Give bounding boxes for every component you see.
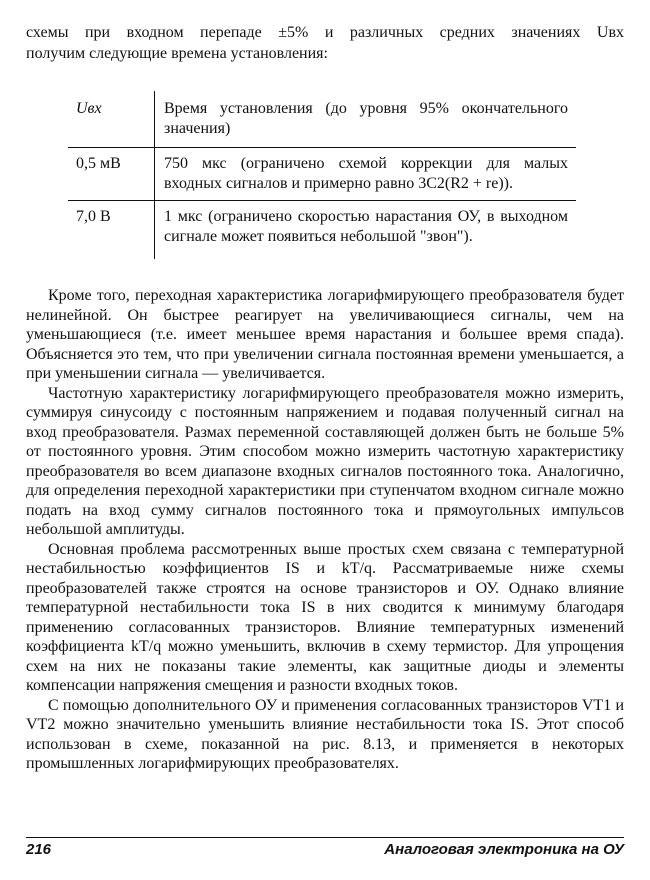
table-row (68, 148, 576, 201)
row-settling-time: 750 мкс (ограничено схемой коррекции для малых входных сигналов и примерно равно 3C2(R2 + re)). (155, 148, 577, 201)
row-input-value: 7,0 В (68, 201, 155, 260)
intro-line-1: схемы при входном перепаде ±5% и различных средних значениях Uвх (26, 24, 624, 41)
body-text (26, 286, 624, 774)
page-number: 216 (26, 841, 52, 858)
paragraph-matched-transistors: С помощью дополнительного ОУ и применения согласованных транзисторов VT1 и VT2 можно значительно уменьшить влияние нестабильности тока IS. Этот способ использован в схеме, показанной на рис. 8.13, и применяется в некоторых промышленных логарифмирующих преобразователях. (26, 696, 624, 772)
header-input-voltage: Uвх (68, 91, 155, 148)
header-settling-time: Время установления (до уровня 95% окончательного значения) (155, 91, 577, 148)
row-input-value: 0,5 мВ (68, 148, 155, 201)
paragraph-transient-response: Кроме того, переходная характеристика логарифмирующего преобразователя будет нелинейной. Он быстрее реагирует на увеличивающиеся сигналы, чем на уменьшающиеся (т.е. имеет меньшее время нарастания и большее время спада). Объясняется это тем, что при увеличении сигнала постоянная времени уменьшается, а при уменьшении сигнала — увеличивается. (26, 287, 624, 382)
paragraph-temperature-instability: Основная проблема рассмотренных выше простых схем связана с температурной нестабильностью коэффициентов IS и kT/q. Рассматриваемые ниже схемы преобразователей также строятся на основе транзисторов и ОУ. Однако влияние температурной нестабильности тока IS в них сводится к минимуму благодаря применению согласованных транзисторов. Влияние температурных изменений коэффициента kT/q можно уменьшить, включив в схему термистор. Для упрощения схем на них не показаны такие элементы, как защитные диоды и элементы компенсации напряжения смещения и разности входных токов. (26, 540, 624, 694)
table-header-row (68, 91, 576, 148)
intro-text (26, 22, 624, 64)
running-title: Аналоговая электроника на ОУ (384, 841, 624, 858)
row-settling-time: 1 мкс (ограничено скоростью нарастания ОУ, в выходном сигнале может появиться небольшой "звон"). (164, 208, 568, 245)
table-row (68, 201, 576, 260)
settling-time-table (68, 91, 576, 259)
paragraph-frequency-response: Частотную характеристику логарифмирующего преобразователя можно измерить, суммируя синусоиду с постоянным напряжением и подавая полученный сигнал на вход преобразователя. Размах переменной составляющей должен быть не больше 5% от постоянного уровня. Этим способом можно измерить частотную характеристику преобразователя во всем диапазоне входных сигналов постоянного тока. Аналогично, для определения переходной характеристики при ступенчатом входном сигнале можно подать на вход сумму сигналов постоянного тока и прямоугольных импульсов небольшой амплитуды. (26, 384, 624, 538)
footer-divider (26, 837, 624, 838)
intro-line-2: получим следующие времена установления: (26, 45, 328, 62)
